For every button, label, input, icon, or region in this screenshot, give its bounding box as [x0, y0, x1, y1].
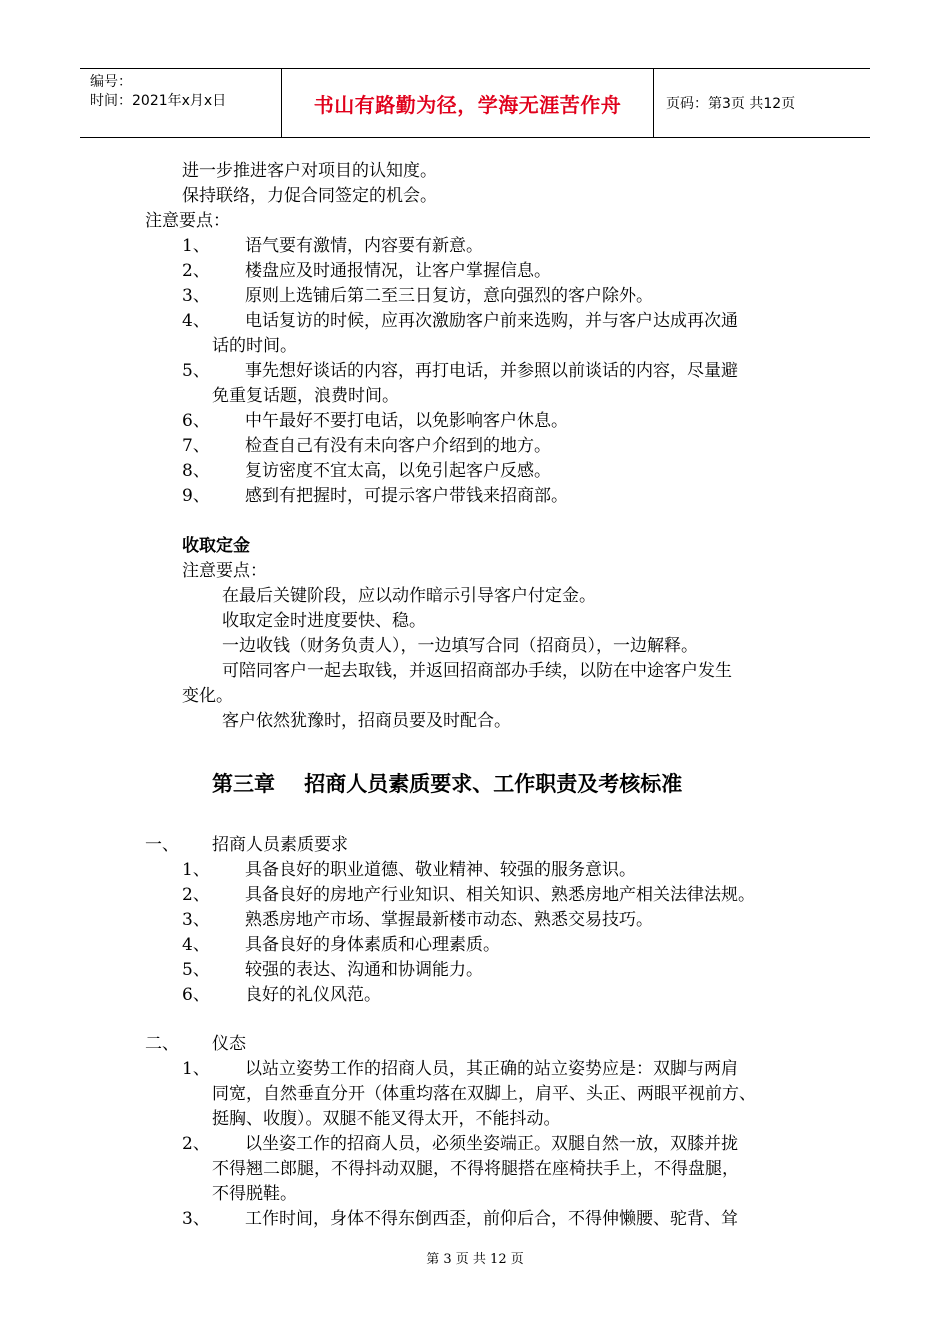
page-footer: 第 3 页 共 12 页	[426, 1252, 524, 1267]
chapter-title: 第三章 招商人员素质要求、工作职责及考核标准	[212, 771, 683, 796]
paragraph-line: 可陪同客户一起去取钱，并返回招商部办手续，以防在中途客户发生	[222, 661, 732, 681]
paragraph-line: 一边收钱（财务负责人），一边填写合同（招商员），一边解释。	[222, 636, 698, 656]
document-date-label: 时间：2021年x月x日	[90, 93, 227, 109]
paragraph-line: 客户依然犹豫时，招商员要及时配合。	[222, 711, 511, 731]
list-number: 3、	[182, 910, 210, 930]
list-number: 8、	[182, 461, 210, 481]
list-number: 2、	[182, 1134, 210, 1154]
list-item: 以坐姿工作的招商人员，必须坐姿端正。双腿自然一放，双膝并拢	[245, 1134, 738, 1154]
list-number: 2、	[182, 261, 210, 281]
list-item: 熟悉房地产市场、掌握最新楼市动态、熟悉交易技巧。	[245, 910, 653, 930]
list-item: 复访密度不宜太高，以免引起客户反感。	[245, 461, 551, 481]
list-item: 良好的礼仪风范。	[245, 985, 381, 1005]
section-title-deposit: 收取定金	[182, 536, 250, 556]
list-number: 6、	[182, 985, 210, 1005]
list-number: 1、	[182, 236, 210, 256]
list-item: 具备良好的房地产行业知识、相关知识、熟悉房地产相关法律法规。	[245, 885, 755, 905]
section-heading: 仪态	[212, 1034, 246, 1054]
list-number: 4、	[182, 935, 210, 955]
list-item: 原则上选铺后第二至三日复访，意向强烈的客户除外。	[245, 286, 653, 306]
header-page-info: 页码：第3页 共12页	[666, 96, 796, 112]
list-number: 5、	[182, 960, 210, 980]
notes-heading: 注意要点：	[182, 561, 267, 581]
header-meta	[80, 69, 282, 137]
document-number-label: 编号：	[90, 74, 132, 90]
list-number: 9、	[182, 486, 210, 506]
list-number: 5、	[182, 361, 210, 381]
list-item: 具备良好的职业道德、敬业精神、较强的服务意识。	[245, 860, 636, 880]
section-number: 二、	[145, 1034, 179, 1054]
paragraph-continuation: 变化。	[182, 686, 233, 706]
paragraph-line: 收取定金时进度要快、稳。	[222, 611, 426, 631]
list-item: 较强的表达、沟通和协调能力。	[245, 960, 483, 980]
page-header	[80, 68, 870, 138]
section-heading: 招商人员素质要求	[212, 835, 348, 855]
list-number: 6、	[182, 411, 210, 431]
list-item-continuation: 同宽，自然垂直分开（体重均落在双脚上，肩平、头正、两眼平视前方、	[212, 1084, 756, 1104]
header-motto-cell	[282, 69, 654, 137]
list-number: 1、	[182, 1059, 210, 1079]
notes-heading: 注意要点：	[145, 211, 230, 231]
list-item: 以站立姿势工作的招商人员，其正确的站立姿势应是：双脚与两肩	[245, 1059, 738, 1079]
list-item: 语气要有激情，内容要有新意。	[245, 236, 483, 256]
intro-line: 进一步推进客户对项目的认知度。	[182, 161, 437, 181]
list-item: 具备良好的身体素质和心理素质。	[245, 935, 500, 955]
list-number: 3、	[182, 1209, 210, 1229]
list-item: 中午最好不要打电话，以免影响客户休息。	[245, 411, 568, 431]
intro-line: 保持联络，力促合同签定的机会。	[182, 186, 437, 206]
list-item-continuation: 免重复话题，浪费时间。	[212, 386, 399, 406]
list-item-continuation: 不得翘二郎腿，不得抖动双腿，不得将腿搭在座椅扶手上，不得盘腿，	[212, 1159, 739, 1179]
list-item: 事先想好谈话的内容，再打电话，并参照以前谈话的内容，尽量避	[245, 361, 738, 381]
header-motto: 书山有路勤为径，学海无涯苦作舟	[313, 92, 622, 117]
list-number: 1、	[182, 860, 210, 880]
list-item: 感到有把握时，可提示客户带钱来招商部。	[245, 486, 568, 506]
list-item-continuation: 挺胸、收腹）。双腿不能叉得太开，不能抖动。	[212, 1109, 561, 1129]
list-item: 工作时间，身体不得东倒西歪，前仰后合，不得伸懒腰、驼背、耸	[245, 1209, 738, 1229]
list-number: 3、	[182, 286, 210, 306]
list-item: 检查自己有没有未向客户介绍到的地方。	[245, 436, 551, 456]
paragraph-line: 在最后关键阶段，应以动作暗示引导客户付定金。	[222, 586, 596, 606]
list-item: 电话复访的时候，应再次激励客户前来选购，并与客户达成再次通	[245, 311, 738, 331]
list-number: 2、	[182, 885, 210, 905]
list-number: 7、	[182, 436, 210, 456]
section-number: 一、	[145, 835, 179, 855]
list-item: 楼盘应及时通报情况，让客户掌握信息。	[245, 261, 551, 281]
list-item-continuation: 话的时间。	[212, 336, 297, 356]
list-item-continuation: 不得脱鞋。	[212, 1184, 297, 1204]
list-number: 4、	[182, 311, 210, 331]
